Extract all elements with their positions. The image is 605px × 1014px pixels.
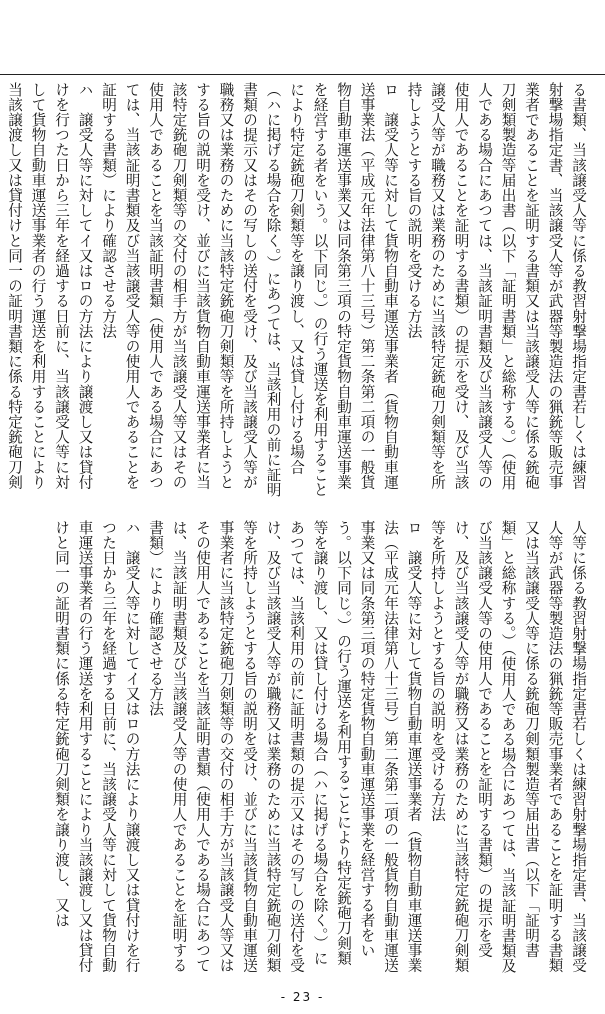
upper-vertical-text: [6, 82, 590, 500]
top-rule: [0, 74, 605, 75]
page-number: - 23 -: [280, 990, 325, 1004]
lower-vertical-text: [20, 520, 590, 975]
upper-paragraph-ha: ハ 譲受人等に対してイ又はロの方法により譲渡し又は貸付けを行つた日から三年を経過する日前に、当該譲受人等に対して貨物自動車運送事業者の行う運送を利用することにより当該譲渡し又は貸付けと同一の証明書類に係る特定銃砲刀剣: [6, 82, 94, 490]
lower-text-block: [20, 520, 590, 975]
lower-paragraph-ro: ロ 譲受人等に対して貨物自動車運送事業者（貨物自動車運送事業法（平成元年法律第八十三号）第二条第二項の一般貨物自動車運送事業又は同条第三項の特定貨物自動車運送事業を経営する者をいう。以下同じ。）の行う運送を利用することにより特定銃砲刀剣類等を譲り渡し、又は貸し付ける場合（ハに掲げる場合を除く。）にあつては、当該利用の前に証明書類の提示又はその写しの送付を受け、及び当該譲受人等が職務又は業務のために当該特定銃砲刀剣類等を所持しようとする旨の説明を受け、並びに当該貨物自動車運送事業者に当該特定銃砲刀剣類等の交付の相手方が当該譲受人等又はその使用人であることを当該証明書類（使用人である場合にあつては、当該証明書類及び当該譲受人等の使用人であることを証明する書類）により確認させる方法: [147, 520, 423, 973]
lower-paragraph-ha: ハ 譲受人等に対してイ又はロの方法により譲渡し又は貸付けを行つた日から三年を経過する日前に、当該譲受人等に対して貨物自動車運送事業者の行う運送を利用することにより当該譲渡し又は貸付けと同一の証明書類に係る特定銃砲刀剣類を譲り渡し、又は: [53, 520, 141, 973]
lower-paragraph-continuation: 人等に係る教習射撃場指定書若しくは練習射撃場指定書、当該譲受人等が武器等製造法の猟銃等販売事業者であることを証明する書類又は当該譲受人等に係る銃砲刀剣類製造等届出書（以下「証明書類」と総称する。）（使用人である場合にあつては、当該証明書類及び当該譲受人等の使用人であることを証明する書類）の提示を受け、及び当該譲受人等が職務又は業務のために当該特定銃砲刀剣類等を所持しようとする旨の説明を受ける方法: [429, 520, 587, 974]
upper-paragraph-continuation: る書類、当該譲受人等に係る教習射撃場指定書若しくは練習射撃場指定書、当該譲受人等が武器等製造法の猟銃等販売事業者であることを証明する書類又は当該譲受人等に係る銃砲刀剣類製造等届出書（以下「証明書類」と総称する。）（使用人である場合にあつては、当該証明書類及び当該譲受人等の使用人であることを証明する書類）の提示を受け、及び当該譲受人等が職務又は業務のために当該特定銃砲刀剣類等を所持しようとする旨の説明を受ける方法: [405, 82, 587, 491]
upper-text-block: [6, 82, 590, 500]
upper-paragraph-ro: ロ 譲受人等に対して貨物自動車運送事業者（貨物自動車運送事業法（平成元年法律第八十三号）第二条第二項の一般貨物自動車運送事業又は同条第三項の特定貨物自動車運送事業を経営する者をいう。以下同じ。）の行う運送を利用することにより特定銃砲刀剣類等を譲り渡し、又は貸し付ける場合（ハに掲げる場合を除く。）にあつては、当該利用の前に証明書類の提示又はその写しの送付を受け、及び当該譲受人等が職務又は業務のために当該特定銃砲刀剣類等を所持しようとする旨の説明を受け、並びに当該貨物自動車運送事業者に当該特定銃砲刀剣類等の交付の相手方が当該譲受人等又はその使用人であることを当該証明書類（使用人である場合にあつては、当該証明書類及び当該譲受人等の使用人であることを証明する書類）により確認させる方法: [100, 82, 399, 498]
